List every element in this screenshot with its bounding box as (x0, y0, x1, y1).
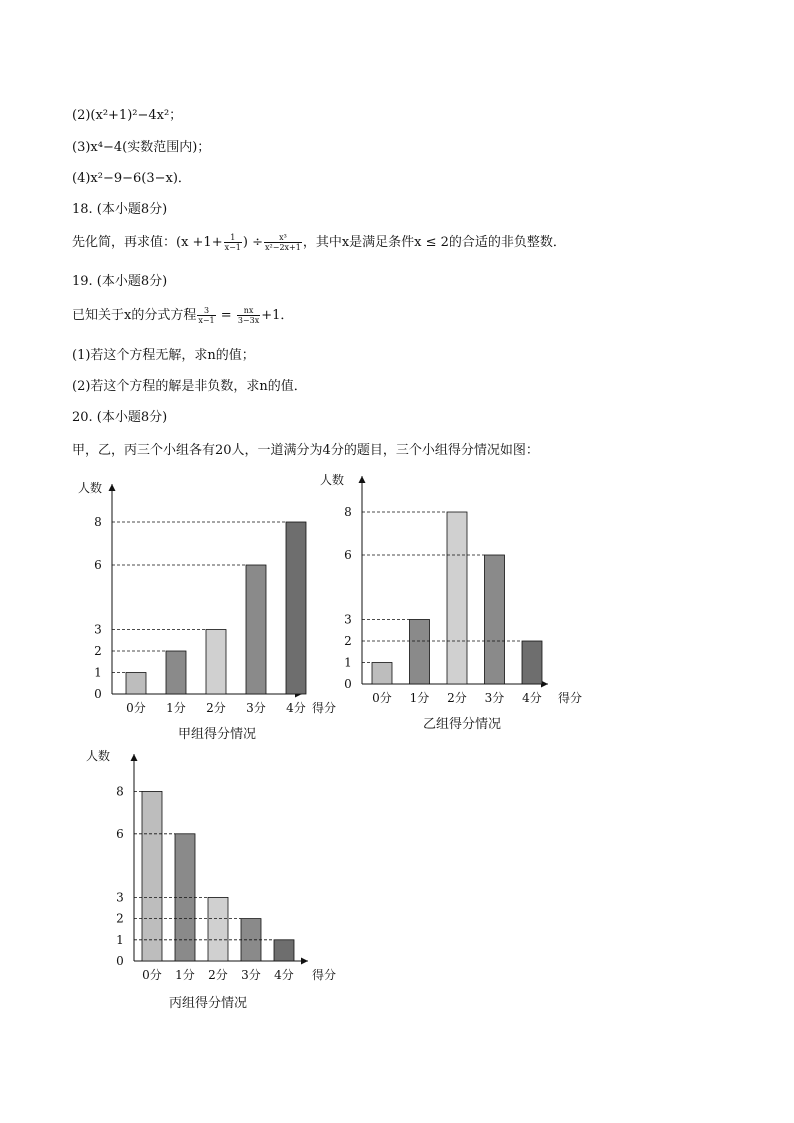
y-tick-label: 8 (116, 784, 124, 799)
y-tick-label: 3 (344, 612, 352, 627)
bar (286, 522, 306, 694)
chart-bing (60, 740, 360, 1020)
bar (166, 651, 186, 694)
y-tick-label: 3 (94, 622, 102, 637)
problem-19-title: 19. (本小题8分) (72, 274, 168, 289)
chart-yi-svg (310, 462, 600, 742)
problem-19-part-1: (1)若这个方程无解，求n的值； (72, 348, 255, 363)
problem-17-part-2: (2)(x²+1)²−4x²； (72, 108, 183, 123)
chart-yi (310, 462, 600, 742)
y-tick-label: 1 (116, 932, 124, 947)
y-tick-label: 8 (344, 505, 352, 519)
p18-prefix: 先化简，再求值：(x +1+ (72, 235, 223, 250)
bar (246, 565, 266, 694)
p19-frac2-num: nx (237, 306, 260, 316)
problem-19-part-2: (2)若这个方程的解是非负数，求n的值． (72, 379, 307, 394)
x-tick-label: 0分 (142, 968, 162, 982)
x-axis-arrow (301, 958, 308, 965)
x-tick-label: 4分 (274, 968, 294, 982)
bar (208, 897, 228, 961)
p19-fraction-2 (237, 306, 260, 325)
x-tick-label: 3分 (241, 968, 261, 982)
bar (485, 555, 505, 684)
x-tick-label: 4分 (522, 691, 542, 705)
chart-jia-svg (60, 470, 340, 750)
problem-18-text (72, 231, 566, 252)
y-axis-arrow (109, 484, 116, 491)
x-tick-label: 1分 (175, 968, 195, 982)
x-tick-label: 2分 (447, 691, 467, 705)
y-axis-label: 人数 (86, 749, 111, 763)
y-tick-label: 0 (116, 954, 124, 968)
x-axis-label: 得分 (312, 968, 337, 982)
y-tick-label: 2 (344, 634, 352, 648)
p18-fraction-2 (264, 233, 302, 252)
p18-mid: ) ÷ (242, 235, 264, 250)
p19-prefix: 已知关于x的分式方程 (72, 308, 197, 323)
bar (206, 630, 226, 695)
x-tick-label: 4分 (286, 701, 306, 715)
p18-frac1-den: x−1 (224, 243, 241, 252)
y-tick-label: 3 (116, 890, 124, 905)
p18-frac2-den: x²−2x+1 (265, 243, 301, 252)
bar (372, 663, 392, 685)
p18-fraction-1 (224, 233, 242, 252)
problem-18-title: 18. (本小题8分) (72, 202, 168, 217)
x-tick-label: 1分 (409, 691, 430, 705)
bar (410, 620, 430, 685)
y-tick-label: 6 (344, 548, 352, 562)
x-tick-label: 1分 (166, 701, 186, 715)
chart-caption: 甲组得分情况 (177, 727, 257, 742)
chart-caption: 丙组得分情况 (168, 996, 248, 1011)
bar (522, 641, 542, 684)
chart-bing-svg (60, 740, 360, 1020)
y-tick-label: 6 (116, 826, 124, 841)
y-tick-label: 2 (116, 911, 124, 926)
p18-suffix: ，其中x是满足条件x ≤ 2的合适的非负整数． (302, 235, 566, 250)
y-axis-arrow (359, 476, 366, 483)
p18-frac2-num: x³ (264, 233, 302, 243)
y-axis-label: 人数 (320, 473, 345, 487)
bar (126, 673, 146, 695)
y-tick-label: 8 (94, 515, 102, 529)
p18-frac1-num: 1 (224, 233, 242, 243)
chart-caption: 乙组得分情况 (422, 717, 502, 732)
bar (142, 791, 162, 961)
x-tick-label: 0分 (372, 691, 392, 705)
p19-frac2-den: 3−3x (237, 316, 260, 325)
bar (447, 512, 467, 684)
y-tick-label: 0 (94, 687, 102, 701)
y-axis-arrow (131, 754, 138, 761)
x-tick-label: 2分 (208, 968, 228, 982)
x-axis-label: 得分 (558, 691, 583, 705)
x-tick-label: 0分 (126, 701, 146, 715)
x-tick-label: 3分 (484, 691, 505, 705)
y-tick-label: 0 (344, 677, 352, 691)
y-axis-label: 人数 (78, 481, 103, 495)
problem-17-part-3: (3)x⁴−4(实数范围内)； (72, 140, 211, 155)
y-tick-label: 1 (344, 655, 352, 670)
x-tick-label: 2分 (206, 701, 226, 715)
y-tick-label: 6 (94, 558, 102, 572)
p19-eq: = (216, 308, 236, 323)
x-axis-label: 得分 (312, 701, 337, 715)
y-tick-label: 1 (94, 665, 102, 680)
problem-20-title: 20. (本小题8分) (72, 410, 168, 425)
x-tick-label: 3分 (246, 701, 266, 715)
p19-frac1-num: 3 (197, 306, 215, 316)
p19-frac1-den: x−1 (198, 316, 215, 325)
y-tick-label: 2 (94, 644, 102, 658)
problem-19-text (72, 304, 293, 325)
chart-jia (60, 470, 340, 750)
bar (274, 940, 294, 961)
p19-suffix: +1． (261, 308, 294, 323)
problem-20-text: 甲，乙，丙三个小组各有20人，一道满分为4分的题目，三个小组得分情况如图： (72, 443, 539, 458)
problem-17-part-4: (4)x²−9−6(3−x)． (72, 171, 191, 186)
p19-fraction-1 (197, 306, 215, 325)
